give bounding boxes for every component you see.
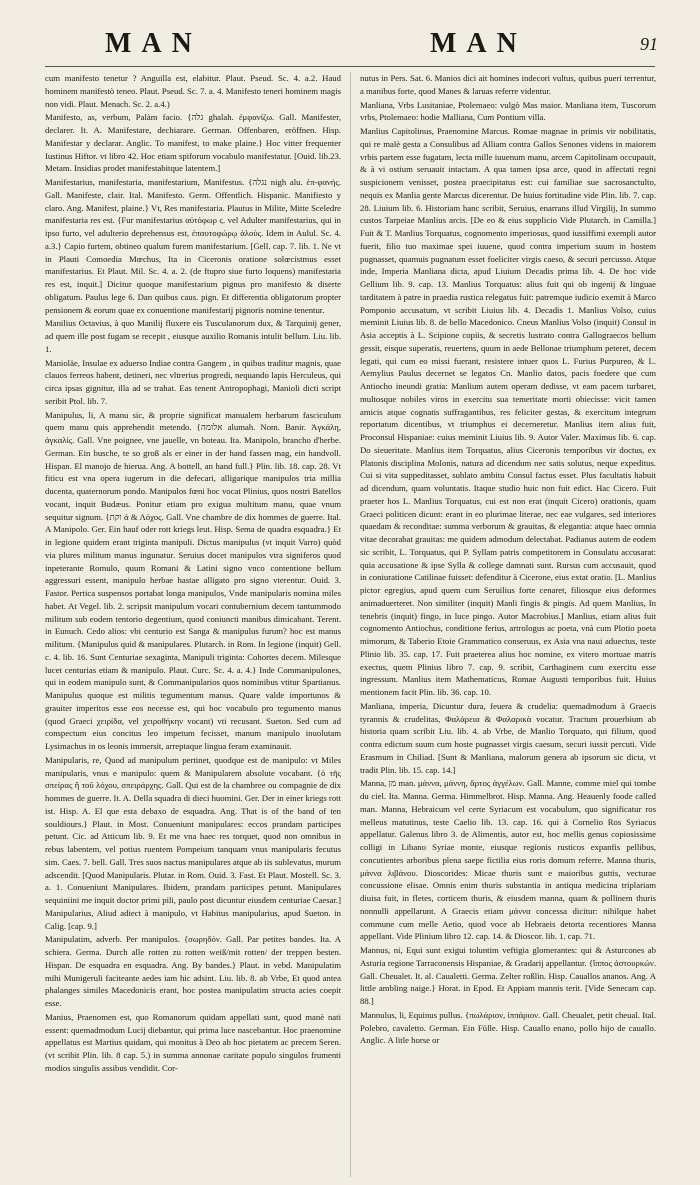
entry-text: Manna, מן man. μάννα, μάννη, ἄρτος ἀγγέλων. Gall. Manne, comme miel qui tombe du ciel. Ita. Manna. Germa. Himmelbrot. Hisp. Manna. Ang. Heauenly foode called man. Manna, Hebraicum vel certe Syriacum est vocabulum, quo significatur ros melleus matutinus, teste Caelio lib. 13. cap. 16. qui à Cornelio Ros Syriacus appellatur. Galenus libro 3. de Alimentis, autor est, hoc mellis genus copiosissime colligi in Libano Syriae monte, eiusque regionis rusticos expanfis pellibus, concutientes arboribus plena saepe fictilia eius roris domum referre. Manna thuris, μάννα λιβάνου. Dioscorides: Micae thuris sunt e maioribus guttis, vecturae concussione elisae. Omnis enim thuris substantia in antiqua medicina triplariam diuisa fuit, in fletes, corticem thuris, & eiusdem manna, quam & pollinem thuris nonnulli appellarunt. A Graecis etiam μάννα concessa dicitur: nihilque habet commune cum melle Aetio, quod voce ab Hebraeis detorta recentiores Manna appellant. Vide Plinium libro 12. cap. 14. & Dioscor. lib. 1. cap. 71.	[360, 778, 656, 942]
entry-text: Manioläe, Insulae ex aduerso Indiae contra Gangem , in quibus traditur magnis, quae clauos ferreos habent, detineri, nec vltrerius progredi, nequando lapis Herculeus, qui circa ipsas gignitur, illa ad se trahat. Eas tenent Antropophagi, Manioli dicti script seribit Ptol. lib. 7.	[45, 357, 341, 406]
running-head-right: MAN	[430, 28, 527, 59]
entry-text: Manius, Praenomen est, quo Romanorum quidam appellati sunt, quod manè nati essent: quemadmodum Lucij diebantur, qui prima luce nascebantur. Hoc praenomine appellatus est Martius quidam, qui monitus à Deo ab hoc pietatem ac precem Seren. (vt scribit Plin. lib. 8 cap. 5.) in summa annonae caritate populo singulos frumenti modios singulis assibus vendidit. Cor-	[45, 1011, 341, 1073]
entry-text: Manipulatim, adverb. Per manipulos. {σωρηδόν. Gall. Par petites bandes. Ita. A schiera. Germa. Durch alle rotten zu rotten weiß/mit rotten/ der treppen besten. Hispan. De esquadra en esquadra. Ang. By bandes.} Plaut. in vebd. Manipulatim mihi Munigeruli faciteante aedes iam hic adsint. Liu. lib. 8. ab Vrbe, Et quod antea phalanges similes Macedonicis erant, hoc postea manipulatim structa acies coepit esse.	[45, 934, 341, 1008]
entry-text: Mannulus, li, Equinus pullus. {πωλάριον, ἱππάριον. Gall. Cheualet, petit cheual. Ital. Polebro, cavaletto. German. Ein Fülle. Hisp. Cauallo enano, pollo hijo de cauallo. Anglic. A litle horse or	[360, 1009, 656, 1046]
entry-text: Mannus, ni, Equi sunt exigui toluntim veftigia glomerantes: qui & Asturcones ab Asturia regione Tarraconensis Hispaniae, & Gradarij appellantur. {ἵππος ἀστουρκών. Gall. Cheualet. It. al. Caualetti. Germa. Zelter roßlin. Hisp. Cauallos ananos. Ang. A little ambling naige.} Horat. in Epod. Et Appiam mannis terit. [Vide Senecam cap. 88.]	[360, 945, 656, 1006]
entry-text: Manliana, Vrbs Lusitaniae, Ptolemaeo: vulgò Mas maior. Manliana item, Tuscorum vrbs, Ptolemaeo: hodie Malliana, Cum Pontium villa.	[360, 99, 656, 123]
entry-text: Manlius Capitolinus, Praenomine Marcus. Romae magnae in primis vir nobilitatis, qui re malè gesta a Consulibus ad Alliam contra Gallos Senones videns in maiorem vrbis partem esse fugatam, lecta mille iuuenum manu, arcem Capitolinam occupauit, & à vi ostium seruauit intactam. A qua tamen ipsa arce, quod in affectati regni suspicionem venisset, postea praecipitatus est: cui familiae sue sacrosanctulto, nequis ex Manlia gente Marcus dicerentur. De huius fortitudine vide Plin. lib. 7. cap. 28. Liuium lib. 6. Historiam hanc scribit, Seruius, enarrans illud Virgilij, In summo custos Tarpeiae Manlius arcis. [De eo & eius supplicio Vide Plutarch. in Camilla.] Fuit & T. Manlius Torquatus, cognomento imperiosus, quod iussiffimi exempli autor fuerit, filio tuo maximae spei iuuene, quod contra imperium suum in hostem pugnasset, quamuis pugnatum esset foeliciter virgis caeso, & securi percusso. Atque inde, Imperia Manliana dicta, apud Liuium Decadis prima lib. 4. De hoc vide Gellium lib. 9. cap. 13. Manlius Torquatus: alius fuit qui ob ingenij & linguae tarditatem à patre in praedia rustica relegatus fuit: patremque iudicio exemit à Marco Pomponio accusatum, vt scribit Liuius lib. 4. Decadis 1. Manlius Volso, cuius meminit Liuius lib. 8. de bello Macedonico. Cneus Manlius Volso (inquit) Consul in Asia acceptis à L. Scipione copiis, & secretis lustrato contra Gallograecos bellum gessit, eisque superatis, reuertens, quum in aede Bellonae triumphum peteret, decem legati, qui cum eo missi fuerant, resistere intuer quos L. Furius Purpureo, & L. Aemylius Paulus decernet se legatos Cn. Manlio datos, pacis foedere que cum Antiocho ineundi gratia: Manlium autem operam dedisse, vt eam pacem turbaret, multosque nobiles viros in exercitu sua temeritate morti obiecisse: vicit tamen amicis atque cognatis suffragantibus, res feliciter gestas, & exercitum integrum reportatum dicentibus, vt triumphus ei decerneretur. Manlius item alius fuit, Proconsul Hispaniae: cuius meminit Liuius lib. 9. Autor Valer. Maximus lib. 6. cap. Do sieueritate. Manlius item Torquatus, alius Ciceronis temporibus vir doctus, ex Platonis disciplina Molonis, natura ad dicendum nec satis solutus, neque expeditus. Cui si vita suppeditasset, sublato ambitu Consul factus esset. Plus facultatis habuit ad dicendum, quam voluntatis. Itaque studio huic non fuit edict. Hac Cicero. Fuit praeter hos L. Manlius Torquatus, cui est non erat (inquit Cicero) orationis, quam Graeci politicen dicunt: erant in eo plurimae literae, nec eae vulgares, sed interiores quaedam & reconditae: summa verborum & grauitas, & elegantia: atque haec omnia vitae decorabat grauitas: me quidem admodum delectabat. Padianus autem de eodem sic scribit, L. Torquatus, qui P. Syllam patris competitorem in Consulatu accusarat: quia accusatione & ipse Sylla & college damnati sunt. Rursus cum accusauit, quod in coniuratione Catilinae fuisset: defenditur à Cicerone, eius extat oratio. [L. Manlius pictor egregius, apud quem cum Seruilius forte cenaret, filiosque eius deformes animaduerteret. Non similiter (inquit) Manli fingis & pingis. Ad quem Manlius, In tenebris (inquit) fingo, in luce pingo. Autor Macrobius.] Manlius, etiam alius fuit cognomento Antiochus, conditione ferius, artrologus ac poeta, vnà cum Plotio poeta mimorum, & Taberio Etoie Grammatico conseruus, ex Asia vna naui aduectus, teste Plinio lib. 35. cap. 17. Fuit praeterea alius hoc nomine, ex vitero mortuae matris exectus, quem Plinius libro 7. cap. 9. scribit, Carthaginem cum exercitu esse ingressum. Manlius item Mathematicus, Romae Augusti temporibus fuit. Huius mentionem facit Plin. lib. 36. cap. 10.	[360, 126, 656, 697]
running-head-left: MAN	[105, 28, 202, 59]
entry-text: Manilius Octavius, à quo Manilij fluxere eis Tusculanorum dux, & Tarquinij gener, ad quem ille post fugam se recepit , eiusque auxilio Romanis intulit bellum. Liu. lib. 1.	[45, 318, 341, 354]
column-divider	[350, 72, 351, 1177]
entry-text: cum manifesto tenetur ? Anguilla est, elabitur. Plaut. Pseud. Sc. 4. a.2. Haud hominem manifestò teneo. Plaut. Pseud. Sc. 7. a. 4. Manifesto teneri hominem magis non vidi. Plaut. Menach. Sc. 2. a.4.)	[45, 73, 341, 109]
entry-text: Manifesto, as, verbum, Palàm facio. {גלה ghalah. ἐμφανίζω. Gall. Manifester, declarer. It. A. Manifestare, dechiarare. German. Offenbaren, eröffnen. Hisp. Manifestar y declarar. Anglic. To manifest, to make plaine.} Hoc vitter frequenter Iustinus Hiftor. vt libro 42. Hoc etiam spiforum vocabulo manifestatur. [Ouid. lib.23. Metam. Insidias prodet manifestabitque latentem.]	[45, 112, 341, 174]
header-rule	[45, 66, 655, 67]
page-number: 91	[640, 34, 658, 54]
entry-text: Manifestarius, manifestaria, manifestarium, Manifestus. {נגלה nigh alu. ἐπ-φανής. Gall. Manifeste, clair. Ital. Manifesto. Germ. Offentlich. Hispanic. Manifiesto y claro. Ang. Manifest, plaine.} Vt, Res manifestaria. Plautus in Milite, Mitte Sceledre manifestaria res est. {Fur manifestarius αὐτόφωρ ϛ. vel Adulter manifestarius, qui in ipso furto, vel adulterio deprehensus est, ἐπαυτοφώρῳ ἁλοὺς. Idem in Aulul. Sc. 4. a.3.} Capio furtem, obtineo qualum furem manifestarium. [Gell. cap. 7. lib. 1. Ne vt in Plauti Comoedia Mœchus, Ita in Ciceronis oratione solœcistmus esset manifestarius. Et Plaut. Mil. Sc. 4. a. 2. (de ftupro siue furto loquens) manifestaria res est, inquit.] Dicitur quoque manifestarium pignus pro manifesto & diserte obligatum. Paulus lege 6. Dan quibus caus. pign. Et differentia obligatorum propter pensionem & eorum quae ex conuentione manifestarij pignoris nomine tenentur.	[45, 177, 341, 315]
entry-text: Manipularis, re, Quod ad manipulum pertinet, quodque est de manipulo: vt Miles manipularis, vnus e manipulo: quem & Manipularem absolute vocabant. {ὁ τῆς σπείρας ἢ τοῦ λόχου, σπειράρχης. Gall. Qui est de la chambree ou compagnie de dix hommes de guerre. It. A. Della squadra di dieci huomini. Ger. Der in einer kriegs rott ist. Hisp. A. El que esta debaxo de esquadra. Ang. That is of the band of ten souldiours.} Plaut. in Most. Conueniunt manipulares: eccos prandam participes petunt. Cic. ad Atticum lib. 9. Et me vna haec res torquet, quod non omnibus in rebus labentem, vel potius ruentem Pompeium tanquam vnus manipularis fecutus sim. Caes. 7. bell. Gall. Tres suos nactus manipulares atque ab iis sublevatus, murum adscendit. [Quod Manipularis. Plutar. in Rom. Ouid. 3. Fast. Et Plaut. Mostell. Sc. 3. a. 1. Conueniunt Manipulares. Ibidem, prandam participes petunt. Manipulares sequiniini me inquit doctor primi pili, paulo post dicuntur eiusdem centuriae Caesar.] Manipularius, Aliud adiect à manipulo, vt Habitus manipularius, apud Sueton. in Calig. [cap. 9.]	[45, 754, 341, 931]
entry-text: Manipulus, li, A manu sic, & proprie significat manualem herbarum fasciculum quem manu quis apprehendit metendo. {אלומה alumah. Nom. Banir. Ἀγκάλη, ἀγκαλίς. Gall. Vne poignee, vne jauelle, vn boteau. Ita. Manipolo, brancho d'herbe. German. Ein busche, te so groß als er einer in der hand fassen mag, ein handvoll. Hispan. El manojo de hierua. Ang. A bottell, an hand full.} Plin. lib. 18. cap. 28. Vt fiticu est vna opera iugerum in die defecari, alligarique manipulos tria millia ducenta, quaternorum pondo. Manipulos fœni hoc vocat Plinius, quos nostri Batellos vocant, inquit Budæus. Ponitur etiam pro exigua multitum manu, quae vnum sequitur signum. {וקת ἀ & Λόχος. Gall. Vne chambre de dix hommes de guerre. Ital. A Manipolo. Ger. Ein hauf oder rott kriegs leut. Hisp. Sema de quadra esquadra.} Et in legione quidem erant triginta manipuli. Dictus manipulus (vt inquit Varro) quòd via plures militum manus ingunatur. Seruius docet manipulos vtra signiferos quod inpeterante Romulo, quum Romani & Latini signo vnco contentione bellum aggressuri essent, manipulo herbae hastae alligato pro signo vterentur. Ouid. 3. Fastor. Pertica suspensos portabat longa manipulos, Vnde manipularis nomina miles habet. At Vegel. lib. 2. scripsit manipulum vocari contubernium decem tantummodo militum sub eodem tentorio degentium, quod coniuncti manibus dimicabant. Terent. in Eunuch. Cedo alios: vbi centurio est Sanga & manipulus furum? hoc est manus militum. {Manipulus quid & manipulares. Plutarch. in Rom. In legione (inquit) Gell. c. 4. lib. 16. Sunt Centuriae sexaginta, Manipuli triginta: Cohortes decem. Milesque lucet centurias etiam & manipulo. Plaut. Curc. Sc. 4. a. 4.} Inde Commanipulones, qui in eodem manipulo sunt, & Commanipularios quos nominibus vtitur Spartianus. Manipulus quoque est militis tegumentum manus. Quare valde importunos & grauiter imperitos esse eos necesse est, qui hoc vocabulo pro tegumento manus (quod Graeci χειρίδα, vel χειροθήκην vocant) vti recusant. Sueton. Sed cum ad conspectum eius concitus leo impetum fecisset, manum manipulo inuolutam Lysimachus in os leonis immersit, arreptaque lingua feram examinauit.	[45, 409, 341, 751]
entry-text: nutus in Pers. Sat. 6. Manios dici ait homines indecori vultus, quibus pueri terrentur, a manibus forte, quod Manes & laruas referre videntur.	[360, 73, 656, 96]
left-column	[45, 72, 341, 1177]
right-column	[360, 72, 656, 1177]
entry-text: Manliana, imperia, Dicuntur dura, feuera & crudelia: quemadmodum à Graecis tyrannis & crudelitas, Φαλάρεια & Φαλαρικὰ vocatur. Tractum prouerbium ab historia quam scribit Liu. lib. 4. ab Vrbe, de Manlio Torquato, qui filium, quod contra edictum suum cum hoste pugnasset virgis caesum, securi iussit percuti. Vide Erasmum in Chiliad. [Sunt & Manliana, malorum genera ab ipsorum sic dicta, vt tradit Plin. lib. 15. cap. 14.]	[360, 700, 656, 775]
